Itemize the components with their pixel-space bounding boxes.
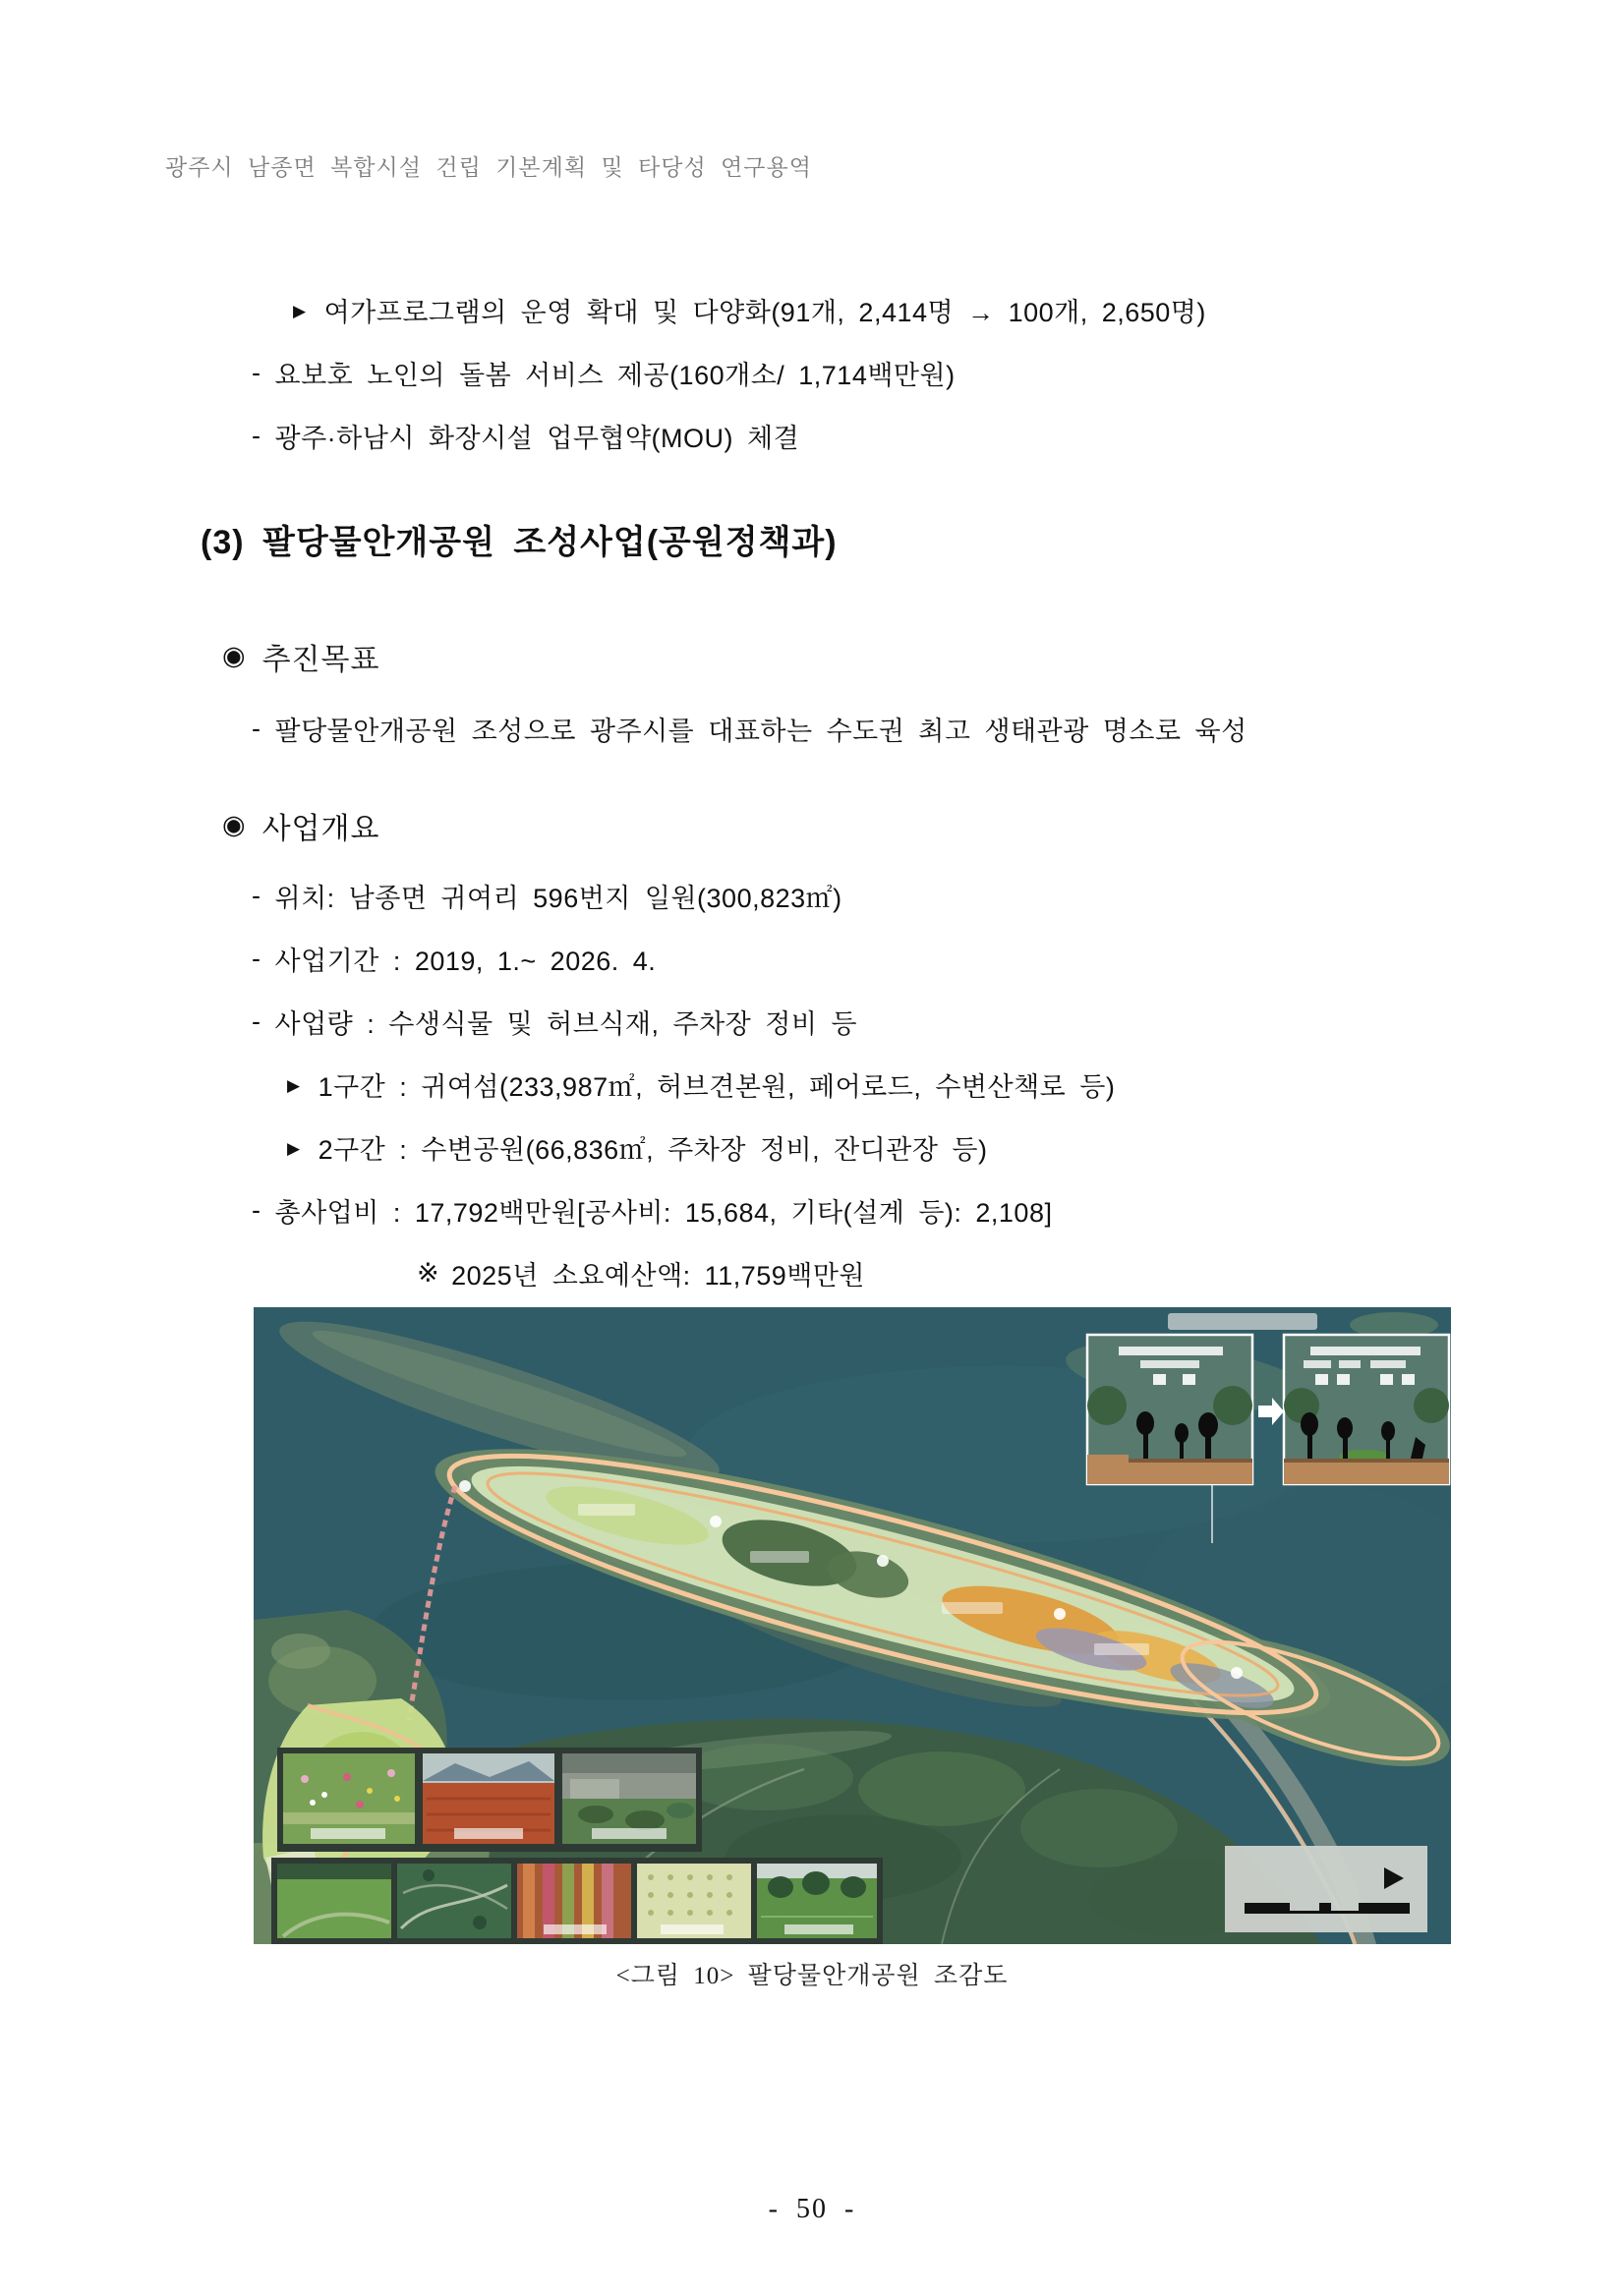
photo-pale-field (637, 1864, 751, 1938)
bullet-marker: - (252, 358, 261, 387)
goal-item-text: 팔당물안개공원 조성으로 광주시를 대표하는 수도권 최고 생태관광 명소로 육성 (274, 717, 1247, 746)
photo-terrace-building (562, 1753, 696, 1844)
bullet-line (293, 291, 1206, 329)
bullet-marker: ▶ (293, 301, 307, 320)
bullet-text: 요보호 노인의 돌봄 서비스 제공(160개소/ 1,714백만원) (274, 361, 956, 390)
bullet-marker: - (252, 714, 261, 743)
overview-item-text: 1구간 : 귀여섬(233,987㎡, 허브견본원, 페어로드, 수변산책로 등) (318, 1072, 1116, 1102)
photo-garden-aerial (397, 1864, 511, 1938)
goal-title: 추진목표 (261, 644, 380, 676)
overview-item-line (252, 1191, 1052, 1230)
bullet-marker: - (252, 1195, 261, 1225)
bullet-text: 여가프로그램의 운영 확대 및 다양화(91개, 2,414명 → 100개, 2,650명) (323, 298, 1206, 327)
section-heading: (3) 팔당물안개공원 조성사업(공원정책과) (201, 524, 838, 561)
bullet-marker: - (252, 881, 261, 910)
overview-item-text: 2025년 소요예산액: 11,759백만원 (451, 1261, 866, 1291)
figure-aerial-view (254, 1307, 1451, 1944)
overview-title-line (222, 804, 379, 847)
overview-item-text: 2구간 : 수변공원(66,836㎡, 주차장 정비, 잔디관장 등) (318, 1135, 988, 1165)
overview-subitem-line (287, 1128, 987, 1167)
overview-item-line (252, 877, 842, 915)
overview-title: 사업개요 (261, 813, 380, 845)
overview-item-text: 사업량 : 수생식물 및 허브식재, 주차장 정비 등 (274, 1009, 857, 1039)
photo-strip-row-1 (277, 1748, 702, 1852)
running-header: 광주시 남종면 복합시설 건립 기본계획 및 타당성 연구용역 (165, 154, 812, 180)
overview-item-text: 사업기간 : 2019, 1.~ 2026. 4. (274, 947, 657, 976)
bullet-line (252, 354, 956, 392)
bullet-marker: - (252, 421, 261, 450)
bullet-marker: - (252, 1006, 261, 1036)
overview-subitem-line (287, 1065, 1115, 1104)
photo-flower-rows (517, 1864, 631, 1938)
photo-flower-garden (283, 1753, 415, 1844)
bullet-marker: ▶ (287, 1075, 301, 1095)
scale-bar (1225, 1846, 1427, 1932)
fisheye-bullet-icon: ◉ (222, 640, 247, 670)
photo-strip-row-2 (271, 1858, 883, 1944)
inset-before-panel (1087, 1335, 1252, 1484)
overview-note-line (417, 1254, 865, 1292)
photo-lawn (277, 1864, 391, 1938)
fisheye-bullet-icon: ◉ (222, 809, 247, 839)
bullet-marker: ▶ (287, 1138, 301, 1158)
aerial-rendering (254, 1307, 1451, 1944)
goal-title-line (222, 635, 379, 678)
goal-item-line (252, 710, 1247, 748)
bullet-marker: - (252, 944, 261, 973)
reference-mark-icon: ※ (417, 1258, 440, 1288)
overview-item-text: 위치: 남종면 귀여리 596번지 일원(300,823㎡) (274, 884, 842, 913)
photo-lawn-trees (757, 1864, 877, 1938)
overview-item-line (252, 1003, 857, 1041)
figure-caption: <그림 10> 팔당물안개공원 조감도 (615, 1963, 1009, 1989)
bullet-line (252, 417, 799, 455)
overview-item-line (252, 940, 656, 978)
overview-item-text: 총사업비 : 17,792백만원[공사비: 15,684, 기타(설계 등): 2,108] (274, 1198, 1053, 1228)
page-number: - 50 - (768, 2194, 856, 2224)
photo-red-flower-field (423, 1753, 554, 1844)
bullet-text: 광주·하남시 화장시설 업무협약(MOU) 체결 (274, 424, 800, 453)
inset-after-panel (1284, 1335, 1449, 1484)
